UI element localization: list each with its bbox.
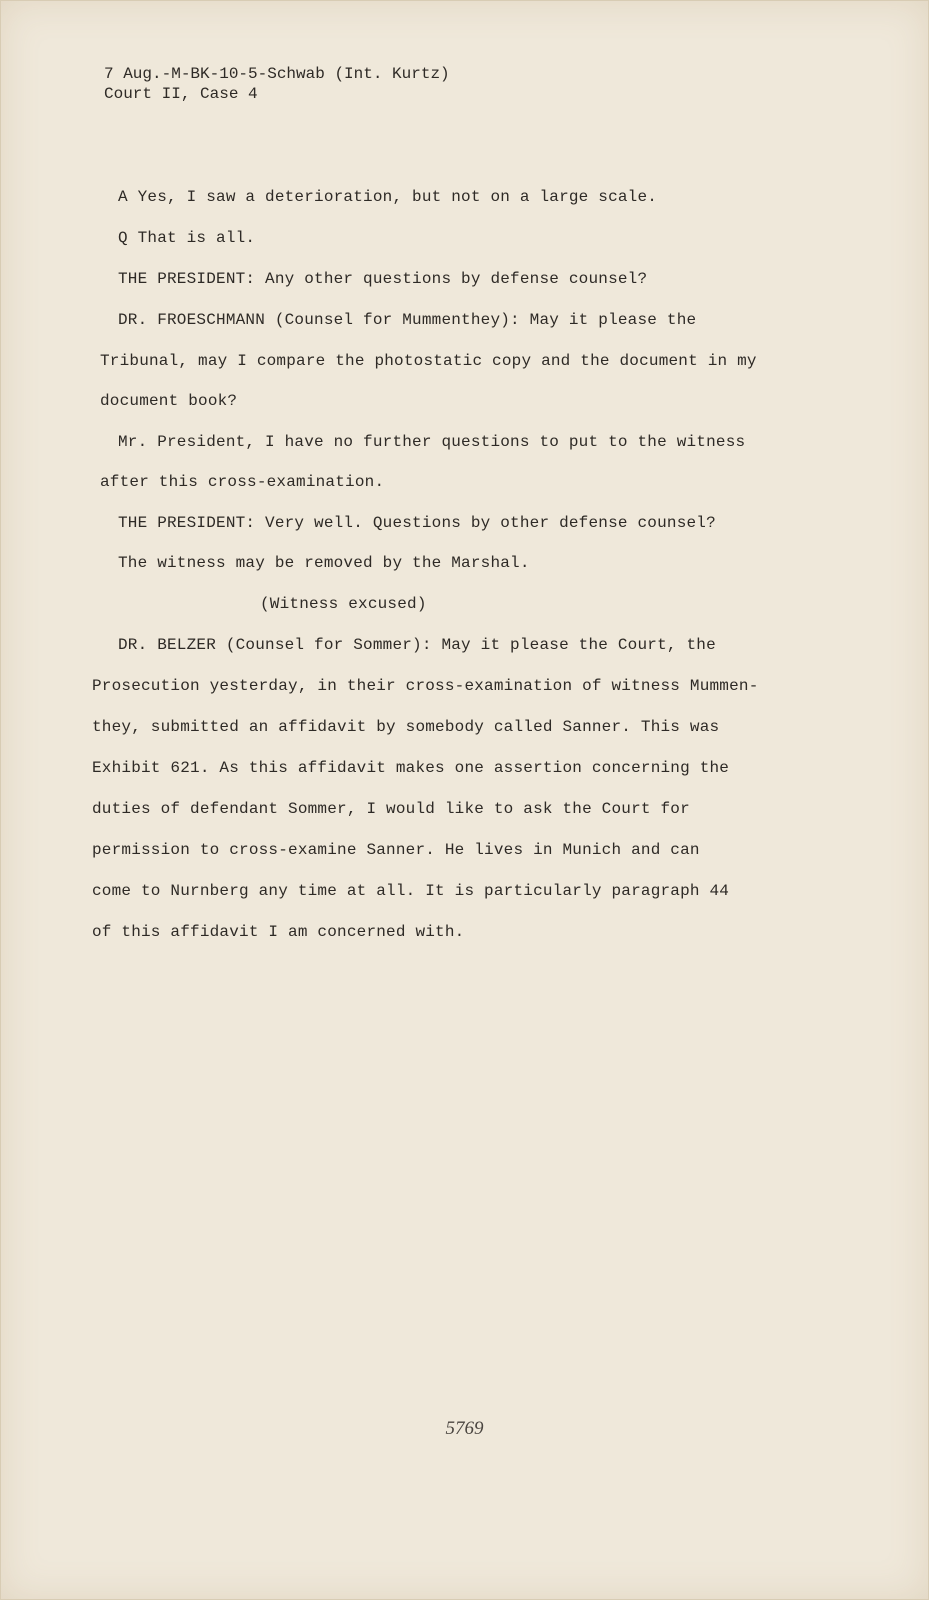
page-number: 5769 [445, 1418, 484, 1439]
transcript-line: document book? [100, 392, 238, 410]
header-court-line: Court II, Case 4 [104, 85, 258, 103]
transcript-line: Tribunal, may I compare the photostatic copy and the document in my [100, 352, 757, 370]
transcript-line: duties of defendant Sommer, I would like to ask the Court for [92, 800, 690, 818]
transcript-line: DR. FROESCHMANN (Counsel for Mummenthey): May it please the [118, 311, 697, 329]
transcript-line: of this affidavit I am concerned with. [92, 923, 465, 941]
transcript-line: Exhibit 621. As this affidavit makes one assertion concerning the [92, 759, 730, 777]
transcript-line: permission to cross-examine Sanner. He lives in Munich and can [92, 841, 700, 859]
header-session-line: 7 Aug.-M-BK-10-5-Schwab (Int. Kurtz) [104, 65, 450, 83]
transcript-line: THE PRESIDENT: Any other questions by defense counsel? [118, 270, 648, 288]
transcript-line: DR. BELZER (Counsel for Sommer): May it please the Court, the [118, 636, 716, 654]
transcript-line: Q That is all. [118, 229, 256, 247]
transcript-line: A Yes, I saw a deterioration, but not on a large scale. [118, 188, 658, 206]
document-header [104, 64, 450, 104]
transcript-line: Prosecution yesterday, in their cross-examination of witness Mummen- [92, 677, 759, 695]
transcript-line: The witness may be removed by the Marshal. [118, 554, 530, 572]
transcript-line: they, submitted an affidavit by somebody called Sanner. This was [92, 718, 720, 736]
transcript-line: come to Nurnberg any time at all. It is particularly paragraph 44 [92, 882, 730, 900]
transcript-stage-direction: (Witness excused) [260, 595, 427, 613]
transcript-line: Mr. President, I have no further questions to put to the witness [118, 433, 746, 451]
transcript-line: after this cross-examination. [100, 473, 385, 491]
transcript-line: THE PRESIDENT: Very well. Questions by other defense counsel? [118, 514, 716, 532]
